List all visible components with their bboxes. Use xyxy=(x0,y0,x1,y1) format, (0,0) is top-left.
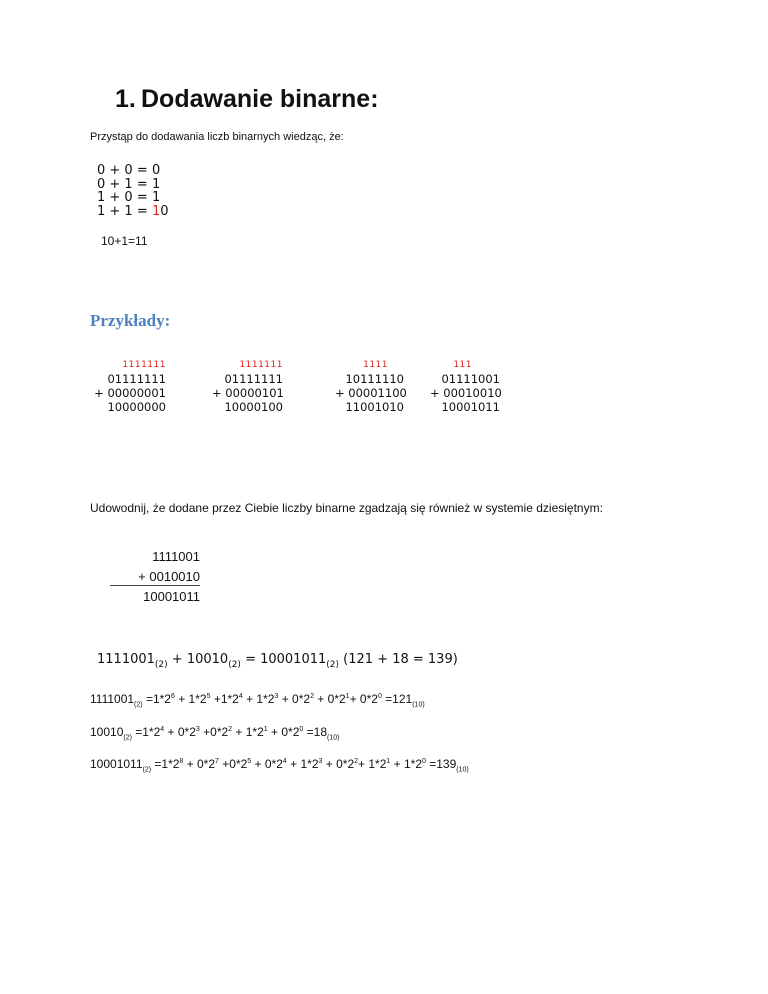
rule-left: 0 + 1 = xyxy=(97,176,148,192)
conversion-result-base: (10) xyxy=(456,766,469,774)
conversion-exponent: 2 xyxy=(228,726,233,733)
conversion-exponent: 3 xyxy=(274,693,279,700)
eq-number-a: 1111001 xyxy=(97,652,155,667)
example-1 xyxy=(92,359,166,414)
conversion-term: + 1*2 xyxy=(358,757,387,771)
conversion-number: 1111001 xyxy=(90,692,135,706)
rule-digit: 0 xyxy=(160,203,169,219)
conversion-term: + 0*2 xyxy=(322,757,355,771)
conversion-term: =1*2 xyxy=(151,757,180,771)
conversion-term: + 1*2 xyxy=(286,757,319,771)
page-title xyxy=(115,85,379,114)
example-addend-b: + 00001100 xyxy=(335,386,407,400)
example-addend-a: 10111110 xyxy=(345,372,404,386)
extra-rule: 10+1=11 xyxy=(101,234,148,248)
example-2 xyxy=(212,359,283,414)
conversion-term: =1*2 xyxy=(131,725,161,739)
conversion-exponent: 5 xyxy=(206,693,211,700)
example-addend-b: + 00010010 xyxy=(430,386,502,400)
conversion-exponent: 4 xyxy=(238,693,243,700)
example-sum: 10000100 xyxy=(224,400,283,414)
example-addend-b: + 00000101 xyxy=(212,386,284,400)
conversion-exponent: 1 xyxy=(263,726,268,733)
conversion-term: +0*2 xyxy=(218,757,248,771)
conversion-result-base: (10) xyxy=(412,701,425,709)
conversion-exponent: 2 xyxy=(310,693,314,700)
conversion-exponent: 1 xyxy=(386,758,391,765)
intro-text: Przystąp do dodawania liczb binarnych wiedząc, że: xyxy=(90,131,344,143)
example-sum: 11001010 xyxy=(345,400,404,414)
example-3 xyxy=(335,359,407,414)
conversion-term: + 0*2 xyxy=(164,725,196,739)
conversion-term: +1*2 xyxy=(210,692,239,706)
eq-base-a: (2) xyxy=(154,660,168,670)
conversion-exponent: 0 xyxy=(377,693,382,700)
conversion-term: + 0*2 xyxy=(251,757,283,771)
conversion-exponent: 3 xyxy=(195,726,200,733)
rule-right: 1 xyxy=(152,176,161,192)
eq-number-b: + 10010 xyxy=(171,652,229,667)
conversion-exponent: 4 xyxy=(160,726,165,733)
conversion-base: (2) xyxy=(142,766,152,774)
conversion-exponent: 1 xyxy=(345,693,350,700)
conversion-term: + 0*2 xyxy=(267,725,300,739)
conversion-3 xyxy=(90,757,469,773)
conversion-exponent: 0 xyxy=(299,726,304,733)
rule-right: 0 xyxy=(152,163,161,178)
rule-left: 0 + 0 = xyxy=(97,163,148,178)
conversion-exponent: 7 xyxy=(215,758,219,765)
sum-block xyxy=(110,547,200,607)
eq-base-result: (2) xyxy=(326,660,340,670)
conversion-number: 10001011 xyxy=(90,757,143,771)
conversion-exponent: 8 xyxy=(179,758,184,765)
example-carry: 1111 xyxy=(363,360,388,370)
conversion-result: =18 xyxy=(303,725,327,739)
conversion-term: + 1*2 xyxy=(390,757,422,771)
example-addend-a: 01111111 xyxy=(107,372,166,386)
conversion-term: + 0*2 xyxy=(278,692,311,706)
sum-addend-a: 1111001 xyxy=(152,549,200,564)
conversion-exponent: 6 xyxy=(170,693,175,700)
example-carry: 1111111 xyxy=(122,360,166,370)
eq-base-b: (2) xyxy=(228,660,241,670)
rule-right: 1 xyxy=(152,190,161,205)
conversion-result: =139 xyxy=(425,757,457,771)
conversion-exponent: 4 xyxy=(282,758,287,765)
conversion-1 xyxy=(90,692,425,708)
rule-left: 1 + 0 = xyxy=(97,190,148,205)
eq-decimal: (121 + 18 = 139) xyxy=(343,652,458,667)
summary-equation xyxy=(97,652,458,670)
conversion-result-base: (10) xyxy=(327,734,340,742)
rule-left: 1 + 1 = xyxy=(97,203,148,219)
example-4 xyxy=(430,359,500,414)
sum-addend-b: + 0010010 xyxy=(138,569,200,584)
conversion-term: + 0*2 xyxy=(313,692,346,706)
title-text: Dodawanie binarne: xyxy=(141,85,379,113)
sum-result: 10001011 xyxy=(143,589,200,604)
conversion-result: =121 xyxy=(381,692,413,706)
title-number: 1. xyxy=(115,85,136,113)
conversion-exponent: 2 xyxy=(354,758,359,765)
conversion-exponent: 5 xyxy=(247,758,252,765)
conversion-base: (2) xyxy=(134,701,143,709)
sum-divider xyxy=(110,585,200,586)
conversion-base: (2) xyxy=(123,734,132,742)
example-sum: 10000000 xyxy=(107,400,166,414)
conversion-term: + 1*2 xyxy=(242,692,275,706)
conversion-term: + 0*2 xyxy=(183,757,216,771)
conversion-number: 10010 xyxy=(90,725,124,739)
example-sum: 10001011 xyxy=(441,400,500,414)
conversion-exponent: 0 xyxy=(422,758,426,765)
example-addend-a: 01111001 xyxy=(441,372,500,386)
conversion-2 xyxy=(90,725,339,741)
example-carry: 111 xyxy=(453,360,472,370)
rule-carry: 1 xyxy=(152,203,161,219)
example-carry: 1111111 xyxy=(239,360,283,370)
example-addend-b: + 00000001 xyxy=(94,386,166,400)
rule-right xyxy=(152,205,169,219)
conversion-term: + 1*2 xyxy=(232,725,264,739)
conversion-exponent: 3 xyxy=(318,758,323,765)
eq-result: = 10001011 xyxy=(245,652,327,667)
prove-text: Udowodnij, że dodane przez Ciebie liczby binarne zgadzają się również w systemie dziesiętnym: xyxy=(90,501,603,515)
conversion-term: + 0*2 xyxy=(349,692,378,706)
conversion-term: + 1*2 xyxy=(174,692,207,706)
conversion-term: =1*2 xyxy=(142,692,171,706)
example-addend-a: 01111111 xyxy=(224,372,283,386)
conversion-term: +0*2 xyxy=(199,725,229,739)
examples-heading: Przykłady: xyxy=(90,311,171,330)
